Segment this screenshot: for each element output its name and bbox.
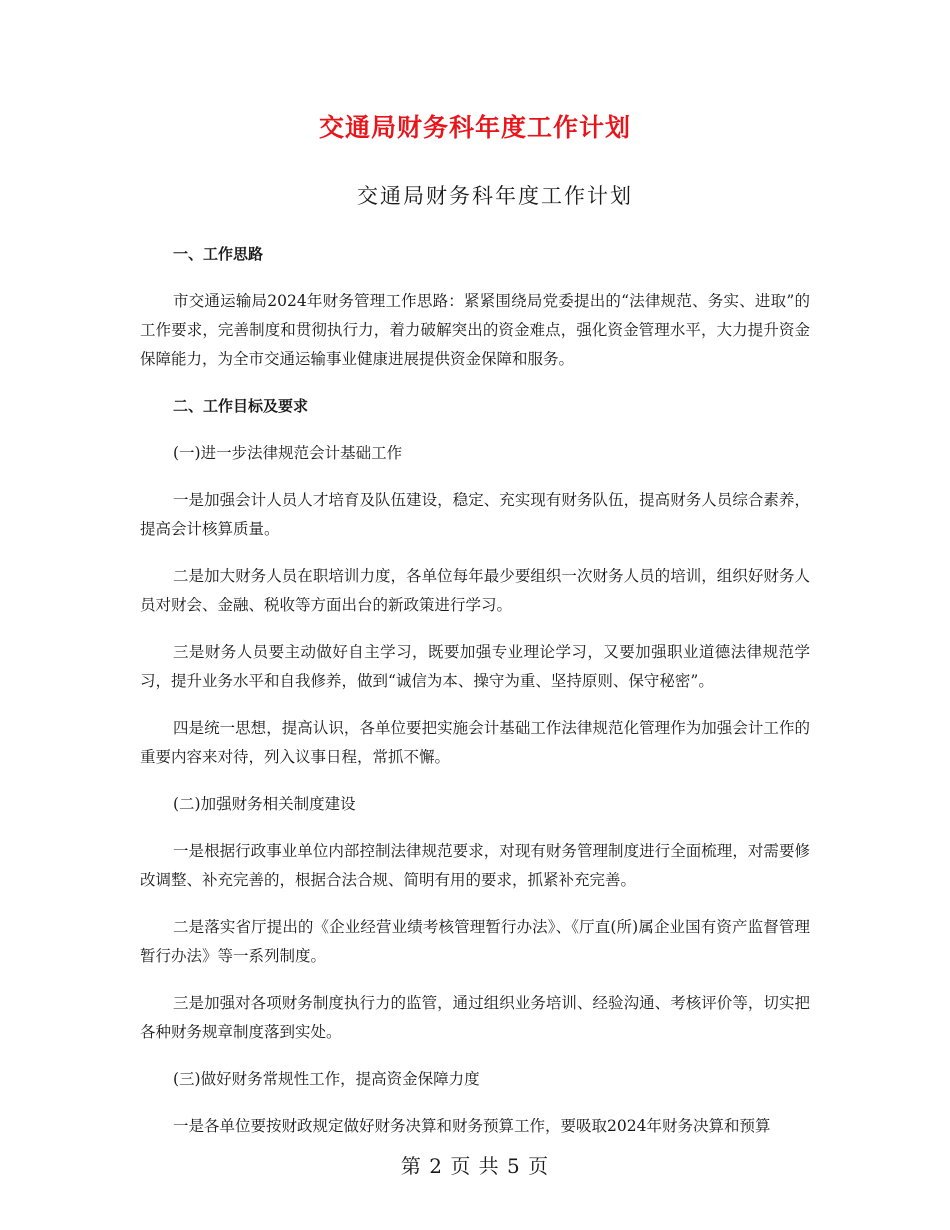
paragraph: 三是加强对各项财务制度执行力的监管，通过组织业务培训、经验沟通、考核评价等，切实把各种财务规章制度落到实处。 <box>140 994 810 1041</box>
paragraph: 二是加大财务人员在职培训力度，各单位每年最少要组织一次财务人员的培训，组织好财务人员对财会、金融、税收等方面出台的新政策进行学习。 <box>140 567 810 614</box>
page-footer: 第 2 页 共 5 页 <box>400 1154 550 1178</box>
paragraph: 四是统一思想，提高认识，各单位要把实施会计基础工作法律规范化管理作为加强会计工作的重要内容来对待，列入议事日程，常抓不懈。 <box>140 719 810 766</box>
section-heading-1: 一、工作思路 <box>173 245 264 263</box>
paragraph: 一是加强会计人员人才培育及队伍建设，稳定、充实现有财务队伍，提高财务人员综合素养，提高会计核算质量。 <box>140 491 810 538</box>
document-subtitle: 交通局财务科年度工作计划 <box>357 184 633 208</box>
subsection-heading-1: (一)进一步法律规范会计基础工作 <box>173 444 403 462</box>
paragraph: 一是各单位要按财政规定做好财务决算和财务预算工作，要吸取2024年财务决算和预算 <box>173 1117 771 1135</box>
subsection-heading-3: (三)做好财务常规性工作，提高资金保障力度 <box>173 1070 480 1088</box>
document-title: 交通局财务科年度工作计划 <box>318 113 631 142</box>
subsection-heading-2: (二)加强财务相关制度建设 <box>173 795 356 813</box>
paragraph: 市交通运输局2024年财务管理工作思路：紧紧围绕局党委提出的“法律规范、务实、进取”的工作要求，完善制度和贯彻执行力，着力破解突出的资金难点，强化资金管理水平，大力提升资金保障能力，为全市交通运输事业健康进展提供资金保障和服务。 <box>140 292 810 368</box>
paragraph: 三是财务人员要主动做好自主学习，既要加强专业理论学习，又要加强职业道德法律规范学习，提升业务水平和自我修养，做到“诚信为本、操守为重、坚持原则、保守秘密”。 <box>140 643 810 690</box>
section-heading-2: 二、工作目标及要求 <box>173 397 309 415</box>
paragraph: 二是落实省厅提出的《企业经营业绩考核管理暂行办法》、《厅直(所)属企业国有资产监督管理暂行办法》等一系列制度。 <box>140 918 810 965</box>
document-body <box>140 240 810 1141</box>
paragraph: 一是根据行政事业单位内部控制法律规范要求，对现有财务管理制度进行全面梳理，对需要修改调整、补充完善的，根据合法合规、简明有用的要求，抓紧补充完善。 <box>140 842 810 889</box>
